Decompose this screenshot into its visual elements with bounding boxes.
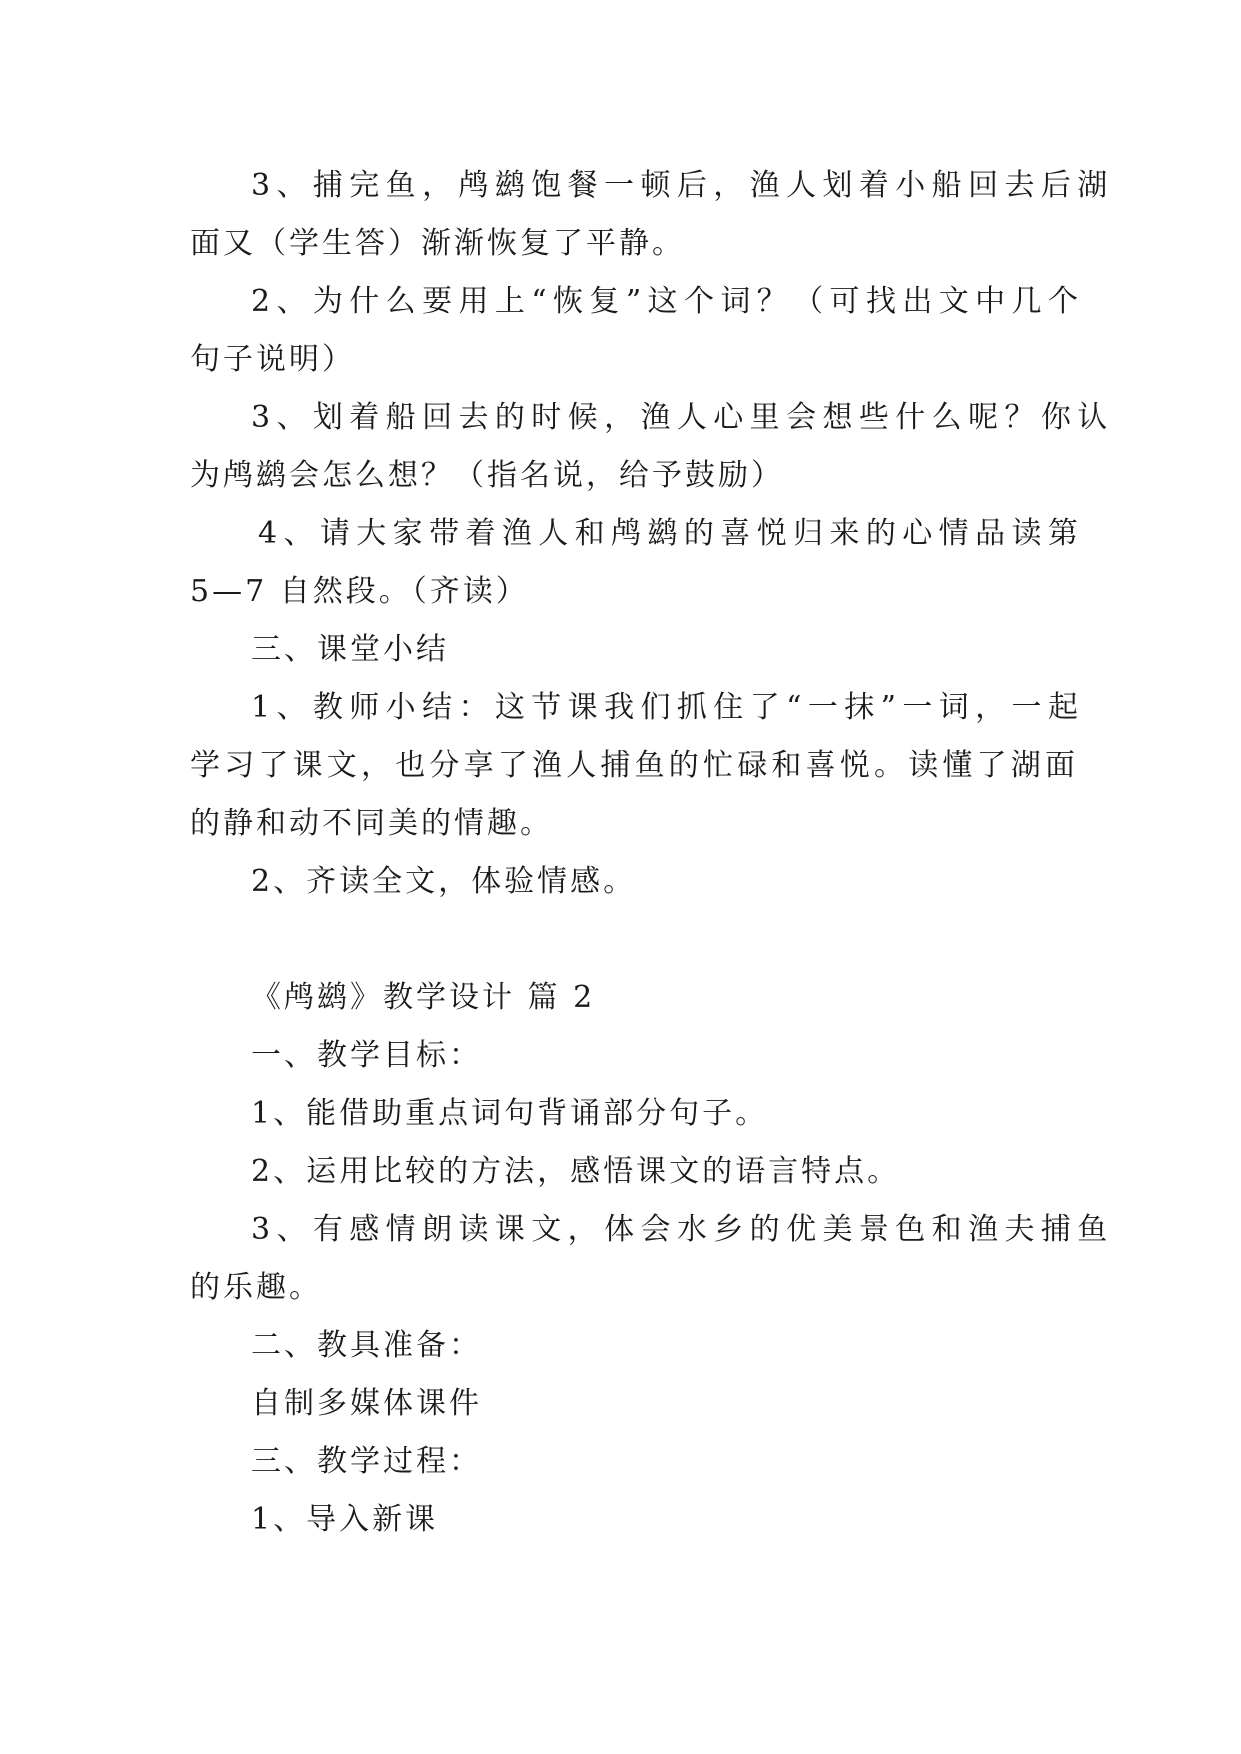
paragraph-line: 为鸬鹚会怎么想？（指名说，给予鼓励） — [190, 458, 784, 493]
paragraph-line: 的乐趣。 — [190, 1270, 322, 1305]
paragraph-line: 面又（学生答）渐渐恢复了平静。 — [190, 226, 685, 261]
paragraph-line: 5—7 自然段。（齐读） — [190, 574, 529, 609]
paragraph-line: 4、请大家带着渔人和鸬鹚的喜悦归来的心情品读第 — [258, 516, 1085, 551]
paragraph-line: 2、为什么要用上“恢复”这个词？（可找出文中几个 — [251, 284, 1085, 319]
paragraph-line: 2、齐读全文，体验情感。 — [251, 864, 637, 899]
paragraph-line: 句子说明） — [190, 342, 355, 377]
article-title: 《鸬鹚》教学设计 篇 2 — [251, 980, 596, 1015]
paragraph-line: 3、捕完鱼，鸬鹚饱餐一顿后，渔人划着小船回去后湖 — [251, 168, 1114, 203]
paragraph-line: 1、能借助重点词句背诵部分句子。 — [251, 1096, 769, 1131]
section-heading: 一、教学目标： — [251, 1038, 482, 1073]
paragraph-line: 2、运用比较的方法，感悟课文的语言特点。 — [251, 1154, 901, 1189]
paragraph-line: 自制多媒体课件 — [251, 1386, 482, 1421]
section-heading: 二、教具准备： — [251, 1328, 482, 1363]
paragraph-line: 1、导入新课 — [251, 1502, 439, 1537]
paragraph-line: 1、教师小结：这节课我们抓住了“一抹”一词，一起 — [251, 690, 1085, 725]
paragraph-line: 3、有感情朗读课文，体会水乡的优美景色和渔夫捕鱼 — [251, 1212, 1114, 1247]
section-heading: 三、课堂小结 — [251, 632, 449, 667]
section-heading: 三、教学过程： — [251, 1444, 482, 1479]
paragraph-line: 的静和动不同美的情趣。 — [190, 806, 553, 841]
paragraph-line: 3、划着船回去的时候，渔人心里会想些什么呢？你认 — [251, 400, 1114, 435]
paragraph-line: 学习了课文，也分享了渔人捕鱼的忙碌和喜悦。读懂了湖面 — [190, 748, 1080, 783]
